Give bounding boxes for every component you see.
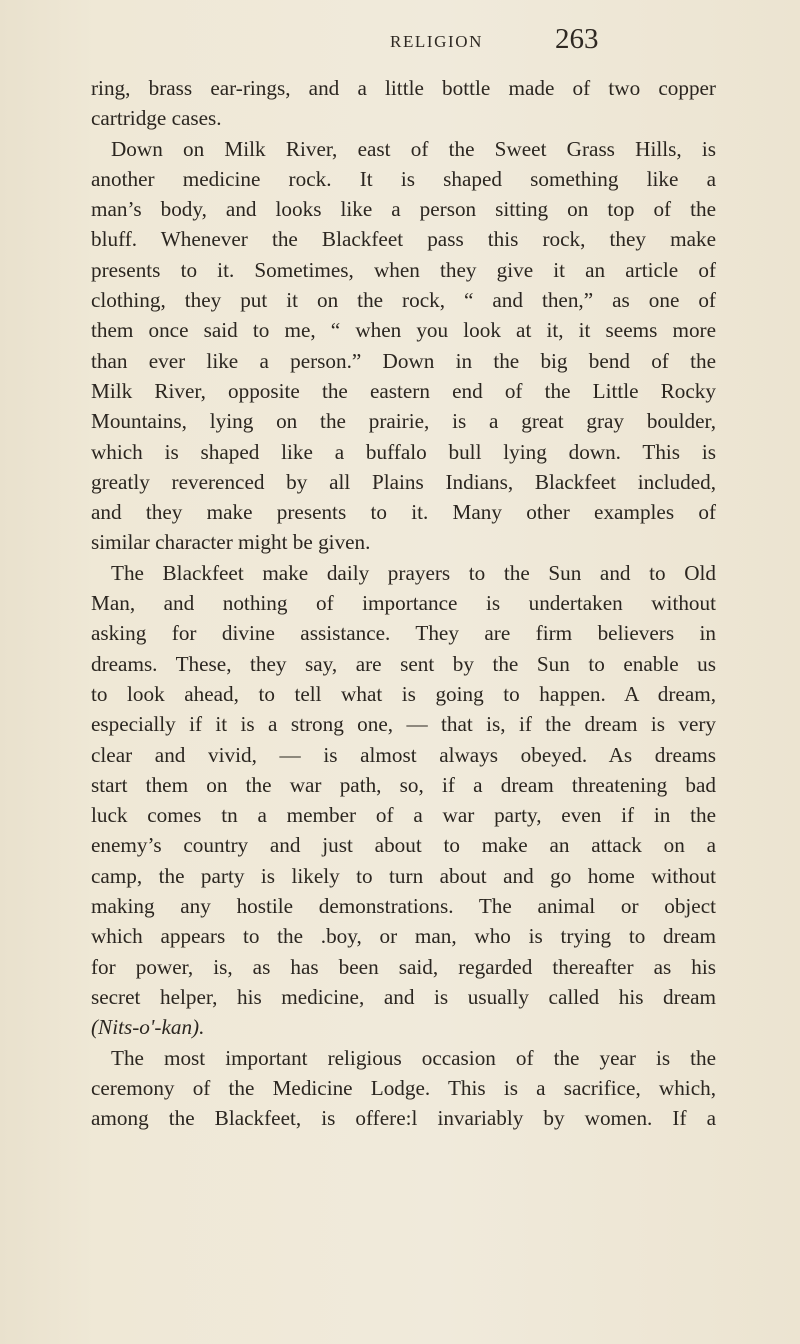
- text-line: ring, brass ear-rings, and a little bottle made of two copper: [91, 76, 716, 100]
- text-line: dreams. These, they say, are sent by the Sun to enable us: [91, 651, 716, 676]
- text-line: for power, is, as has been said, regarded thereafter as his: [91, 954, 716, 979]
- text-line: them once said to me, “ when you look at it, it seems more: [91, 318, 716, 343]
- text-line: than ever like a person.” Down in the big bend of the: [91, 348, 716, 373]
- text-line: presents to it. Sometimes, when they give it an article of: [91, 257, 716, 282]
- text-line: asking for divine assistance. They are firm believers in: [91, 621, 716, 646]
- text-line: which appears to the .boy, or man, who is trying to dream: [91, 924, 716, 949]
- text-line: another medicine rock. It is shaped something like a: [91, 166, 716, 191]
- text-line: man’s body, and looks like a person sitting on top of the: [91, 197, 716, 222]
- text-line: Milk River, opposite the eastern end of the Little Rocky: [91, 378, 716, 403]
- text-line: Man, and nothing of importance is undertaken without: [91, 591, 716, 616]
- text-line: bluff. Whenever the Blackfeet pass this rock, they make: [91, 227, 716, 252]
- page-number: 263: [555, 23, 599, 55]
- text-line: among the Blackfeet, is offere:l invariably by women. If a: [91, 1106, 716, 1131]
- text-line: The Blackfeet make daily prayers to the Sun and to Old: [111, 560, 716, 585]
- text-line: especially if it is a strong one, — that is, if the dream is very: [91, 712, 716, 737]
- text-line: clear and vivid, — is almost always obeyed. As dreams: [91, 742, 716, 767]
- text-line: (Nits-o'-kan).: [91, 1015, 205, 1040]
- text-line: clothing, they put it on the rock, “ and then,” as one of: [91, 288, 716, 313]
- text-line: luck comes tn a member of a war party, even if in the: [91, 803, 716, 828]
- text-line: Down on Milk River, east of the Sweet Grass Hills, is: [111, 136, 716, 161]
- text-line: to look ahead, to tell what is going to happen. A dream,: [91, 681, 716, 706]
- text-line: similar character might be given.: [91, 530, 371, 555]
- text-line: which is shaped like a buffalo bull lying down. This is: [91, 439, 716, 464]
- text-line: start them on the war path, so, if a dream threatening bad: [91, 772, 716, 797]
- text-line: Mountains, lying on the prairie, is a great gray boulder,: [91, 409, 716, 434]
- body-text: [91, 73, 716, 1133]
- text-line: ceremony of the Medicine Lodge. This is a sacrifice, which,: [91, 1075, 716, 1100]
- text-line: secret helper, his medicine, and is usually called his dream: [91, 984, 716, 1009]
- text-line: making any hostile demonstrations. The animal or object: [91, 894, 716, 919]
- text-line: cartridge cases.: [91, 106, 222, 131]
- running-head: RELIGION: [390, 32, 484, 51]
- text-line: greatly reverenced by all Plains Indians, Blackfeet included,: [91, 469, 716, 494]
- text-line: and they make presents to it. Many other examples of: [91, 500, 716, 525]
- text-line: camp, the party is likely to turn about and go home without: [91, 863, 716, 888]
- text-line: enemy’s country and just about to make an attack on a: [91, 833, 716, 858]
- text-line: The most important religious occasion of the year is the: [111, 1045, 716, 1070]
- page-header: [0, 22, 800, 62]
